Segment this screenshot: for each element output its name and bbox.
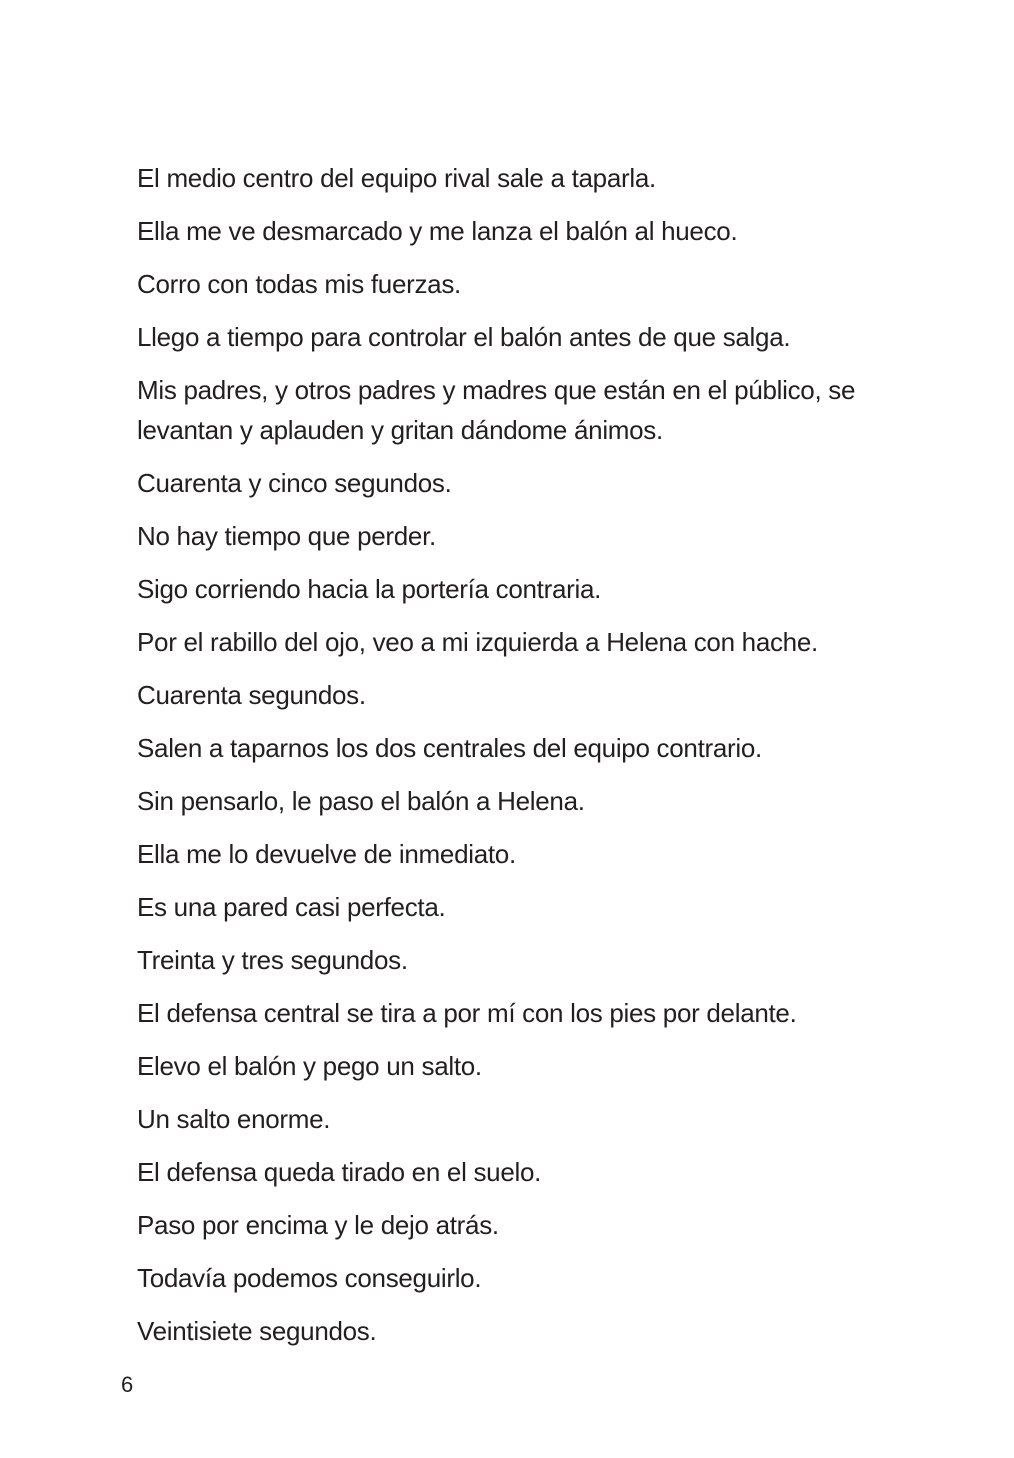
- story-text-block: [137, 158, 917, 1364]
- paragraph: Sin pensarlo, le paso el balón a Helena.: [137, 786, 585, 816]
- paragraph: No hay tiempo que perder.: [137, 521, 436, 551]
- paragraph: Sigo corriendo hacia la portería contraria.: [137, 574, 602, 604]
- paragraph: Treinta y tres segundos.: [137, 945, 408, 975]
- paragraph: El defensa queda tirado en el suelo.: [137, 1157, 542, 1187]
- page-number: 6: [121, 1372, 134, 1397]
- paragraph: Paso por encima y le dejo atrás.: [137, 1210, 499, 1240]
- paragraph: El medio centro del equipo rival sale a taparla.: [137, 163, 656, 193]
- paragraph: Veintisiete segundos.: [137, 1316, 377, 1346]
- paragraph: Corro con todas mis fuerzas.: [137, 269, 461, 299]
- paragraph: Cuarenta segundos.: [137, 680, 366, 710]
- paragraph: Todavía podemos conseguirlo.: [137, 1263, 482, 1293]
- paragraph: Por el rabillo del ojo, veo a mi izquierda a Helena con hache.: [137, 627, 818, 657]
- paragraph: Ella me lo devuelve de inmediato.: [137, 839, 516, 869]
- paragraph: Elevo el balón y pego un salto.: [137, 1051, 482, 1081]
- paragraph: El defensa central se tira a por mí con los pies por delante.: [137, 998, 797, 1028]
- paragraph: Es una pared casi perfecta.: [137, 892, 446, 922]
- paragraph: Cuarenta y cinco segundos.: [137, 468, 452, 498]
- paragraph: Mis padres, y otros padres y madres que están en el público, se levantan y aplauden y gritan dándome ánimos.: [137, 375, 856, 445]
- paragraph: Un salto enorme.: [137, 1104, 331, 1134]
- paragraph: Ella me ve desmarcado y me lanza el balón al hueco.: [137, 216, 738, 246]
- paragraph: Salen a taparnos los dos centrales del equipo contrario.: [137, 733, 762, 763]
- paragraph: Llego a tiempo para controlar el balón antes de que salga.: [137, 322, 791, 352]
